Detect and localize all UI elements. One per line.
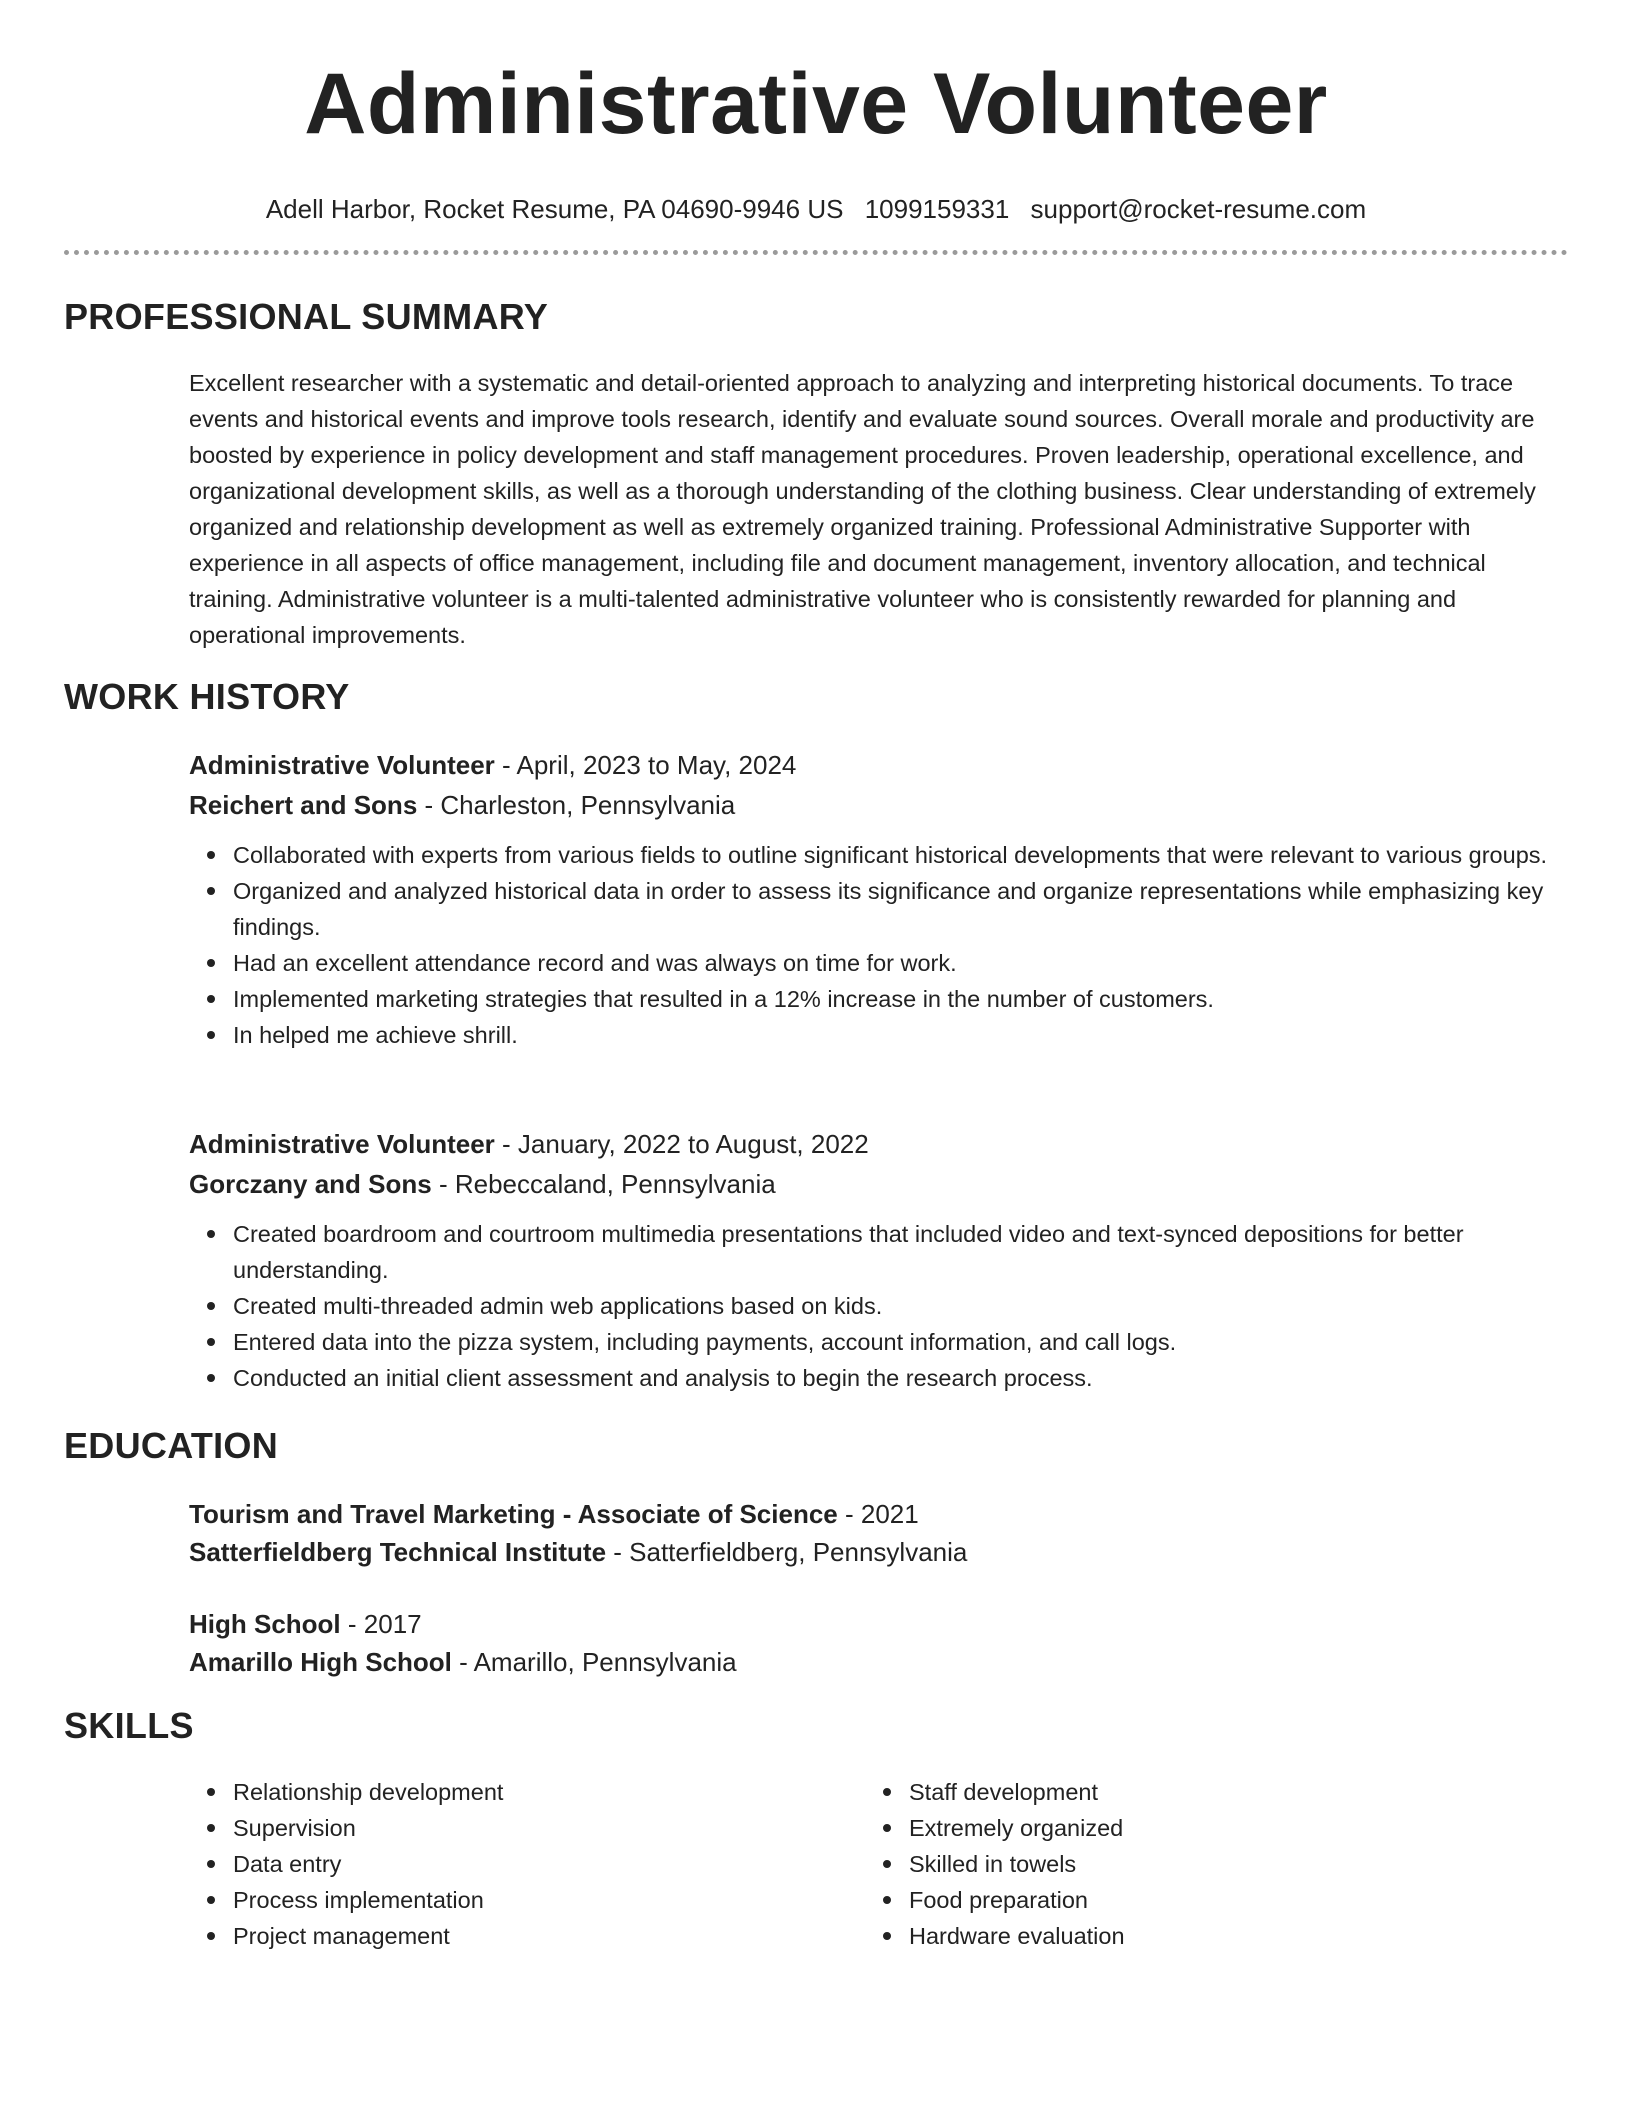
education-degree: High School bbox=[189, 1609, 341, 1639]
education-degree-line bbox=[189, 1604, 1559, 1644]
job-location: - Charleston, Pennsylvania bbox=[417, 790, 736, 820]
work-history-heading: WORK HISTORY bbox=[64, 676, 350, 717]
skills-heading: SKILLS bbox=[64, 1705, 194, 1746]
skill-item: Skilled in towels bbox=[865, 1846, 1465, 1882]
job-role: Administrative Volunteer bbox=[189, 750, 495, 780]
header-divider bbox=[64, 250, 1568, 255]
skills-list bbox=[865, 1774, 1465, 1954]
education-entry bbox=[189, 1494, 1559, 1570]
education-location: - Amarillo, Pennsylvania bbox=[451, 1647, 737, 1677]
education-school-line bbox=[189, 1644, 1559, 1680]
skill-item: Supervision bbox=[189, 1810, 789, 1846]
job-bullet: Created multi-threaded admin web applications based on kids. bbox=[189, 1288, 1559, 1324]
contact-email[interactable]: support@rocket-resume.com bbox=[1030, 194, 1367, 224]
job-bullet: Created boardroom and courtroom multimedia presentations that included video and text-synced depositions for better understanding. bbox=[189, 1216, 1559, 1288]
candidate-name: Administrative Volunteer bbox=[304, 56, 1328, 152]
skill-item: Data entry bbox=[189, 1846, 789, 1882]
job-bullet: In helped me achieve shrill. bbox=[189, 1017, 1559, 1053]
education-degree: Tourism and Travel Marketing - Associate of Science bbox=[189, 1499, 838, 1529]
job-company: Gorczany and Sons bbox=[189, 1169, 432, 1199]
skill-item: Project management bbox=[189, 1918, 789, 1954]
education-year: - 2017 bbox=[340, 1609, 422, 1639]
education-year: - 2021 bbox=[837, 1499, 919, 1529]
skill-item: Extremely organized bbox=[865, 1810, 1465, 1846]
education-heading: EDUCATION bbox=[64, 1425, 279, 1466]
job-bullet: Organized and analyzed historical data in order to assess its significance and organize representations while emphasizing key findings. bbox=[189, 873, 1559, 945]
education-school: Satterfieldberg Technical Institute bbox=[189, 1537, 607, 1567]
skills-column-right bbox=[865, 1774, 1465, 1954]
education-school: Amarillo High School bbox=[189, 1647, 452, 1677]
skill-item: Relationship development bbox=[189, 1774, 789, 1810]
job-bullet: Had an excellent attendance record and was always on time for work. bbox=[189, 945, 1559, 981]
education-entry bbox=[189, 1604, 1559, 1680]
job-bullet: Collaborated with experts from various fields to outline significant historical developments that were relevant to various groups. bbox=[189, 837, 1559, 873]
job-bullet: Entered data into the pizza system, including payments, account information, and call logs. bbox=[189, 1324, 1559, 1360]
summary-text: Excellent researcher with a systematic and detail-oriented approach to analyzing and interpreting historical documents. To trace events and historical events and improve tools research, identify and evaluate sound sources. Overall morale and productivity are boosted by experience in policy development and staff management procedures. Proven leadership, operational excellence, and organizational development skills, as well as a thorough understanding of the clothing business. Clear understanding of extremely organized and relationship development as well as extremely organized training. Professional Administrative Supporter with experience in all aspects of office management, including file and document management, inventory allocation, and technical training. Administrative volunteer is a multi-talented administrative volunteer who is consistently rewarded for planning and operational improvements. bbox=[189, 370, 1536, 648]
job-title-line bbox=[189, 1124, 1559, 1164]
skill-item: Food preparation bbox=[865, 1882, 1465, 1918]
job-dates: - January, 2022 to August, 2022 bbox=[494, 1129, 869, 1159]
skills-list bbox=[189, 1774, 789, 1954]
education-location: - Satterfieldberg, Pennsylvania bbox=[606, 1537, 968, 1567]
education-degree-line bbox=[189, 1494, 1559, 1534]
skills-column-left bbox=[189, 1774, 789, 1954]
skill-item: Hardware evaluation bbox=[865, 1918, 1465, 1954]
education-school-line bbox=[189, 1534, 1559, 1570]
job-entry bbox=[189, 745, 1559, 1053]
job-bullet-list bbox=[189, 837, 1559, 1053]
job-title-line bbox=[189, 745, 1559, 785]
job-bullet: Conducted an initial client assessment and analysis to begin the research process. bbox=[189, 1360, 1559, 1396]
job-entry bbox=[189, 1124, 1559, 1396]
job-bullet: Implemented marketing strategies that resulted in a 12% increase in the number of customers. bbox=[189, 981, 1559, 1017]
resume-header bbox=[0, 0, 1632, 226]
job-company-line bbox=[189, 785, 1559, 825]
contact-line bbox=[0, 192, 1632, 226]
job-company-line bbox=[189, 1164, 1559, 1204]
job-role: Administrative Volunteer bbox=[189, 1129, 495, 1159]
job-bullet-list bbox=[189, 1216, 1559, 1396]
job-dates: - April, 2023 to May, 2024 bbox=[494, 750, 797, 780]
summary-heading: PROFESSIONAL SUMMARY bbox=[64, 296, 549, 337]
contact-address: Adell Harbor, Rocket Resume, PA 04690-9946 US bbox=[265, 194, 844, 224]
contact-phone: 1099159331 bbox=[864, 194, 1010, 224]
job-location: - Rebeccaland, Pennsylvania bbox=[431, 1169, 776, 1199]
skill-item: Process implementation bbox=[189, 1882, 789, 1918]
job-company: Reichert and Sons bbox=[189, 790, 418, 820]
skill-item: Staff development bbox=[865, 1774, 1465, 1810]
